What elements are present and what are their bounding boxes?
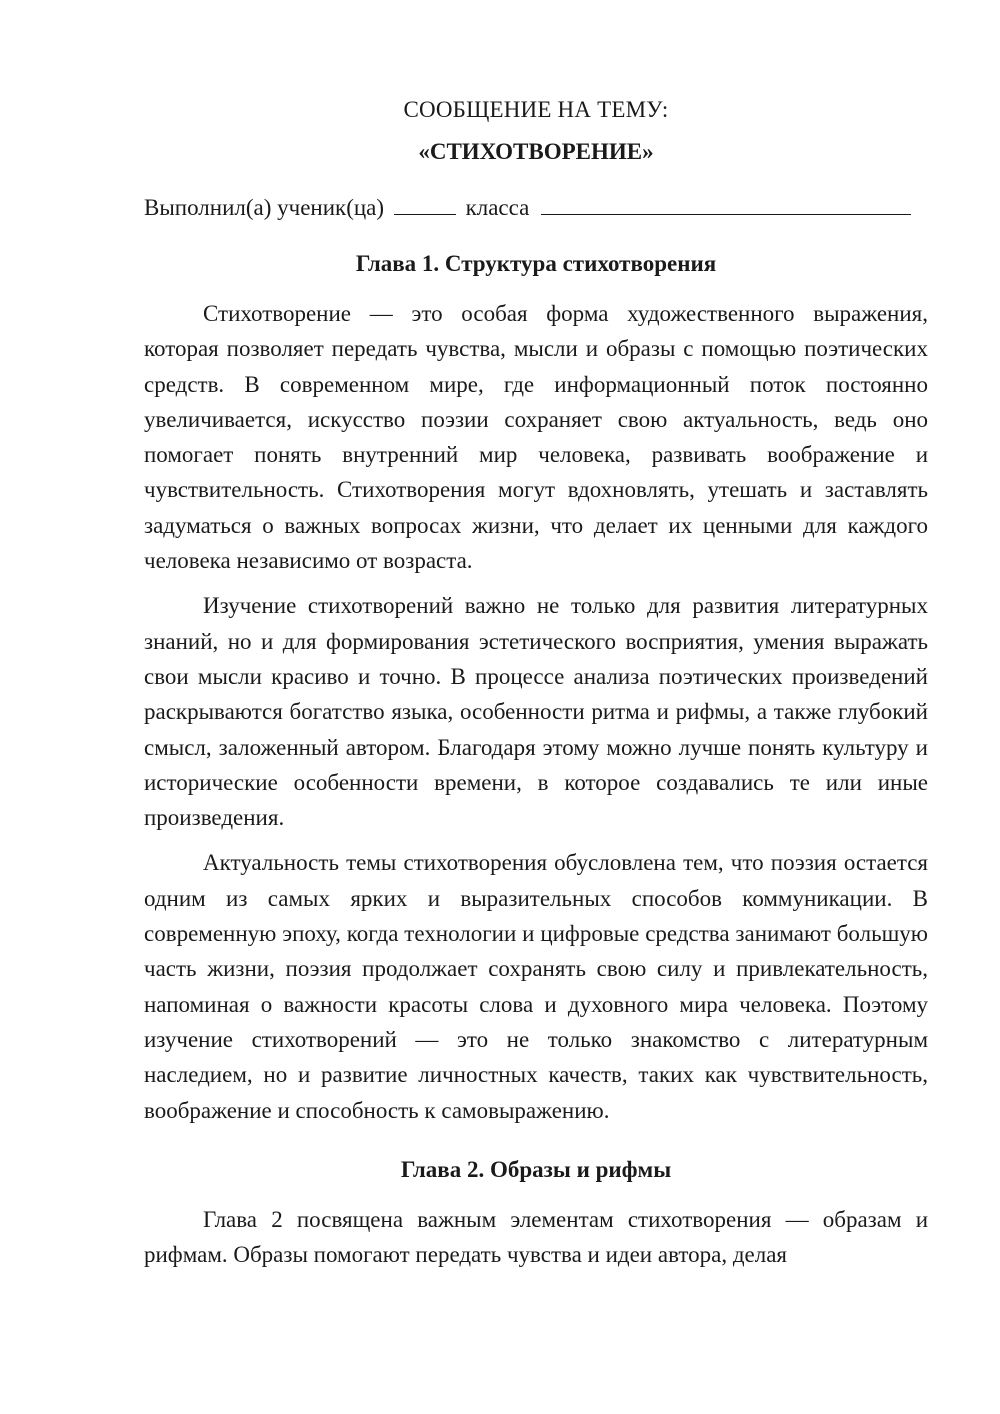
document-title: СООБЩЕНИЕ НА ТЕМУ: xyxy=(403,97,669,122)
document-body xyxy=(144,92,928,1282)
chapter-1-paragraph-3: Актуальность темы стихотворения обусловлена тем, что поэзия остается одним из самых ярких и выразительных способов коммуникации. В современную эпоху, когда технологии и цифровые средства занимают большую часть жизни, поэзия продолжает сохранять свою силу и привлекательность, напоминая о важности красоты слова и духовного мира человека. Поэтому изучение стихотворений — это не только знакомство с литературным наследием, но и развитие личностных качеств, таких как чувствительность, воображение и способность к самовыражению. xyxy=(144,850,928,1123)
performed-by-label: Выполнил(а) ученик(ца) xyxy=(144,195,385,220)
chapter-2-heading: Глава 2. Образы и рифмы xyxy=(400,1156,672,1182)
author-line xyxy=(144,190,928,226)
chapter-2-paragraph-1: Глава 2 посвящена важным элементам стихотворения — образам и рифмам. Образы помогают передать чувства и идеи автора, делая xyxy=(144,1206,928,1268)
chapter-1-heading: Глава 1. Структура стихотворения xyxy=(355,251,717,276)
document-subtitle: «СТИХОТВОРЕНИЕ» xyxy=(418,139,654,164)
class-number-blank xyxy=(394,192,456,215)
chapter-1-paragraph-2: Изучение стихотворений важно не только для развития литературных знаний, но и для формирования эстетического восприятия, умения выражать свои мысли красиво и точно. В процессе анализа поэтических произведений раскрываются богатство языка, особенности ритма и рифмы, а также глубокий смысл, заложенный автором. Благодаря этому можно лучше понять культуру и исторические особенности времени, в которое создавались те или иные произведения. xyxy=(144,593,928,831)
student-name-blank xyxy=(541,192,911,215)
class-label: класса xyxy=(465,195,530,220)
chapter-1-paragraph-1: Стихотворение — это особая форма художественного выражения, которая позволяет передать чувства, мысли и образы с помощью поэтических средств. В современном мире, где информационный поток постоянно увеличивается, искусство поэзии сохраняет свою актуальность, ведь оно помогает понять внутренний мир человека, развивать воображение и чувствительность. Стихотворения могут вдохновлять, утешать и заставлять задуматься о важных вопросах жизни, что делает их ценными для каждого человека независимо от возраста. xyxy=(144,301,928,574)
